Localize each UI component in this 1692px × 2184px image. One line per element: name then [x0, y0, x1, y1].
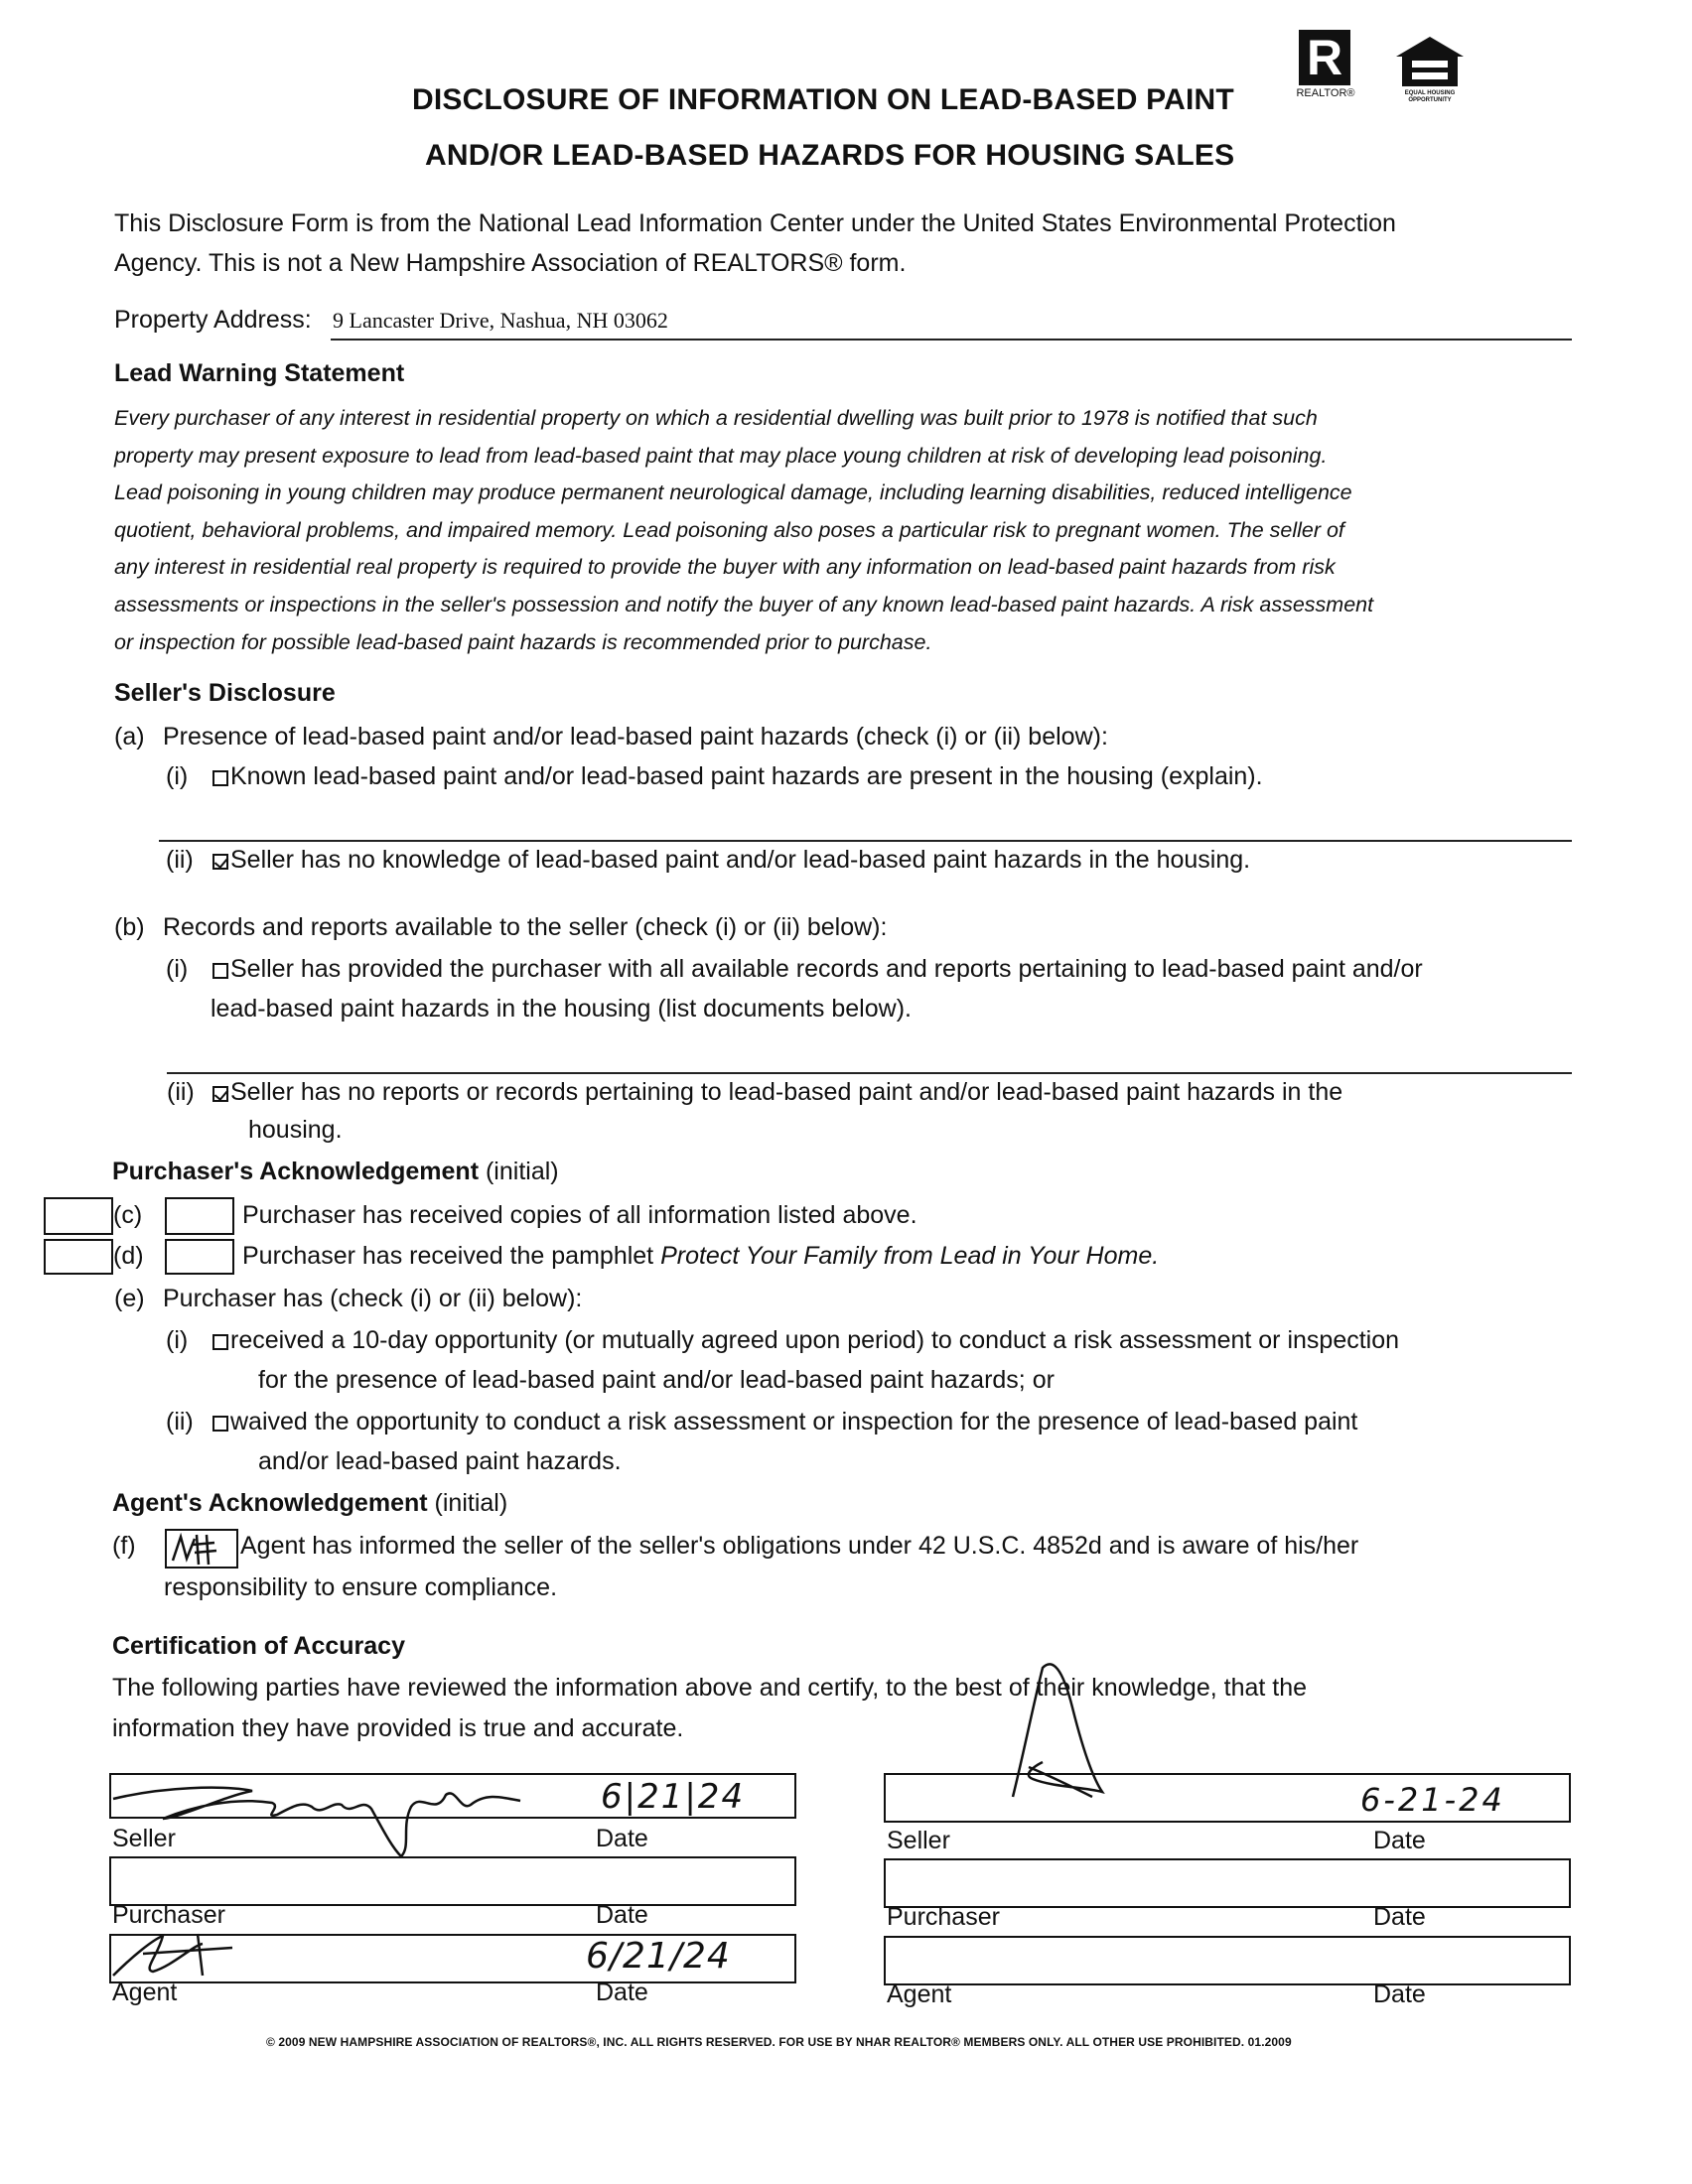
item-f-text-1: Agent has informed the seller of the seller's obligations under 42 U.S.C. 4852d and is aware of his/her: [240, 1532, 1359, 1560]
item-e-i-text-1: received a 10-day opportunity (or mutually agreed upon period) to conduct a risk assessment or inspection: [230, 1326, 1400, 1354]
item-a-i-text: Known lead-based paint and/or lead-based paint hazards are present in the housing (explain).: [230, 762, 1263, 790]
lead-warning-line: assessments or inspections in the seller's possession and notify the buyer of any known lead-based paint hazards. A risk assessment: [114, 592, 1374, 616]
initial-box-d-right[interactable]: [165, 1239, 234, 1275]
seller-disclosure-heading: Seller's Disclosure: [114, 679, 336, 707]
item-a-letter: (a): [114, 723, 145, 751]
realtor-r-mark: R: [1299, 30, 1350, 85]
item-e-ii-num: (ii): [166, 1408, 194, 1435]
right-purchaser-date-label: Date: [1373, 1903, 1426, 1931]
intro-line-1: This Disclosure Form is from the National Lead Information Center under the United States Environmental Protection: [114, 209, 1396, 237]
lead-warning-line: any interest in residential real property is required to provide the buyer with any information on lead-based paint hazards from risk: [114, 555, 1336, 580]
item-b-i-text-1: Seller has provided the purchaser with all available records and reports pertaining to lead-based paint and/or: [230, 955, 1423, 983]
checkbox-e-i[interactable]: [212, 1334, 228, 1350]
right-agent-role: Agent: [887, 1980, 952, 2008]
checkbox-b-ii[interactable]: [212, 1086, 228, 1102]
lead-warning-line: property may present exposure to lead from lead-based paint that may place young children at risk of developing lead poisoning.: [114, 443, 1328, 468]
lead-warning-line: or inspection for possible lead-based paint hazards is recommended prior to purchase.: [114, 629, 932, 654]
purchaser-ack-suffix: (initial): [485, 1158, 559, 1185]
certification-heading: Certification of Accuracy: [112, 1632, 405, 1660]
item-a-explain-line: [159, 840, 1572, 842]
right-seller-date[interactable]: 6-21-24: [1360, 1781, 1505, 1819]
item-d-row: [242, 1242, 1159, 1271]
item-b-i-num: (i): [166, 955, 189, 983]
item-a-ii-num: (ii): [166, 846, 194, 874]
realtor-caption: REALTOR®: [1296, 87, 1355, 99]
item-e-ii-row: [212, 1408, 1357, 1436]
initial-box-f[interactable]: [165, 1529, 238, 1569]
agent-ack-heading: [112, 1489, 507, 1518]
item-b-text: Records and reports available to the seller (check (i) or (ii) below):: [163, 913, 888, 941]
property-address-label: Property Address:: [114, 306, 312, 334]
agent-ack-title: Agent's Acknowledgement: [112, 1489, 428, 1517]
copyright-footer: © 2009 NEW HAMPSHIRE ASSOCIATION OF REALTORS®, INC. ALL RIGHTS RESERVED. FOR USE BY NHAR REALTOR® MEMBERS ONLY. ALL OTHER USE PROHIBITED. 01.2009: [266, 2035, 1292, 2049]
equal-housing-logo: [1392, 35, 1472, 114]
item-b-ii-row: [212, 1078, 1342, 1107]
left-purchaser-signature-box[interactable]: [109, 1856, 796, 1906]
item-d-letter: (d): [113, 1242, 144, 1270]
left-agent-role: Agent: [112, 1979, 178, 2006]
property-address-value[interactable]: 9 Lancaster Drive, Nashua, NH 03062: [333, 308, 668, 333]
lead-warning-line: quotient, behavioral problems, and impaired memory. Lead poisoning also poses a particular risk to pregnant women. The seller of: [114, 517, 1344, 542]
item-a-ii-row: [212, 846, 1250, 875]
right-agent-date-label: Date: [1373, 1980, 1426, 2008]
lead-warning-heading: Lead Warning Statement: [114, 359, 405, 387]
item-e-i-row: [212, 1326, 1399, 1355]
item-b-i-text-2: lead-based paint hazards in the housing (list documents below).: [211, 995, 912, 1023]
agent-ack-suffix: (initial): [434, 1489, 508, 1517]
item-b-ii-text-2: housing.: [248, 1116, 343, 1144]
equal-housing-icon: [1392, 35, 1468, 88]
item-c-text: Purchaser has received copies of all information listed above.: [242, 1201, 917, 1229]
left-seller-date-label: Date: [596, 1825, 648, 1852]
item-e-ii-text-2: and/or lead-based paint hazards.: [258, 1447, 622, 1475]
right-purchaser-signature-box[interactable]: [884, 1858, 1571, 1908]
initial-box-c-right[interactable]: [165, 1197, 234, 1235]
purchaser-ack-heading: [112, 1158, 559, 1186]
initial-box-c-left[interactable]: [44, 1197, 113, 1235]
item-b-letter: (b): [114, 913, 145, 941]
realtor-logo: [1291, 30, 1360, 109]
item-e-ii-text-1: waived the opportunity to conduct a risk assessment or inspection for the presence of lead-based paint: [230, 1408, 1358, 1435]
agent-initials-icon: [167, 1531, 236, 1567]
right-seller-date-label: Date: [1373, 1827, 1426, 1854]
left-agent-date-label: Date: [596, 1979, 648, 2006]
checkbox-a-ii[interactable]: [212, 854, 228, 870]
left-agent-date[interactable]: 6/21/24: [586, 1936, 731, 1977]
title-line-2: AND/OR LEAD-BASED HAZARDS FOR HOUSING SALES: [425, 139, 1235, 172]
item-a-ii-text: Seller has no knowledge of lead-based paint and/or lead-based paint hazards in the housing.: [230, 846, 1251, 874]
lead-warning-line: Every purchaser of any interest in residential property on which a residential dwelling was built prior to 1978 is notified that such: [114, 406, 1318, 430]
item-f-letter: (f): [112, 1532, 136, 1560]
left-seller-role: Seller: [112, 1825, 176, 1852]
item-a-i-num: (i): [166, 762, 189, 790]
item-e-text: Purchaser has (check (i) or (ii) below):: [163, 1285, 583, 1312]
item-d-pamphlet-title: Protect Your Family from Lead in Your Home.: [660, 1242, 1160, 1270]
item-e-i-num: (i): [166, 1326, 189, 1354]
left-purchaser-role: Purchaser: [112, 1901, 225, 1929]
right-purchaser-role: Purchaser: [887, 1903, 1000, 1931]
certification-line-2: information they have provided is true and accurate.: [112, 1714, 684, 1742]
right-agent-signature-box[interactable]: [884, 1936, 1571, 1985]
item-b-ii-text-1: Seller has no reports or records pertaining to lead-based paint and/or lead-based paint hazards in the: [230, 1078, 1343, 1106]
property-address-underline: [331, 339, 1572, 341]
checkbox-e-ii[interactable]: [212, 1416, 228, 1432]
left-agent-signature: [103, 1926, 252, 1985]
lead-warning-text: [114, 400, 1604, 661]
title-line-1: DISCLOSURE OF INFORMATION ON LEAD-BASED PAINT: [412, 83, 1234, 116]
item-d-text: Purchaser has received the pamphlet: [242, 1242, 654, 1270]
right-seller-role: Seller: [887, 1827, 950, 1854]
item-b-documents-line: [167, 1072, 1572, 1074]
checkbox-b-i[interactable]: [212, 963, 228, 979]
item-f-text-2: responsibility to ensure compliance.: [164, 1573, 558, 1601]
item-a-i-row: [212, 762, 1263, 791]
left-purchaser-date-label: Date: [596, 1901, 648, 1929]
intro-line-2: Agency. This is not a New Hampshire Association of REALTORS® form.: [114, 249, 907, 277]
item-b-ii-num: (ii): [167, 1078, 195, 1106]
item-a-text: Presence of lead-based paint and/or lead-based paint hazards (check (i) or (ii) below):: [163, 723, 1108, 751]
right-seller-signature: [933, 1648, 1152, 1807]
initial-box-d-left[interactable]: [44, 1239, 113, 1275]
item-e-letter: (e): [114, 1285, 145, 1312]
item-c-letter: (c): [113, 1201, 143, 1229]
item-e-i-text-2: for the presence of lead-based paint and/or lead-based paint hazards; or: [258, 1366, 1055, 1394]
equal-housing-caption: EQUAL HOUSING OPPORTUNITY: [1404, 90, 1456, 103]
purchaser-ack-title: Purchaser's Acknowledgement: [112, 1158, 480, 1185]
lead-warning-line: Lead poisoning in young children may produce permanent neurological damage, including learning disabilities, reduced intelligence: [114, 480, 1352, 505]
certification-line-1: The following parties have reviewed the information above and certify, to the best of their knowledge, that the: [112, 1674, 1308, 1702]
left-seller-date[interactable]: 6|21|24: [601, 1777, 746, 1817]
item-b-i-row: [212, 955, 1423, 984]
checkbox-a-i[interactable]: [212, 770, 228, 786]
